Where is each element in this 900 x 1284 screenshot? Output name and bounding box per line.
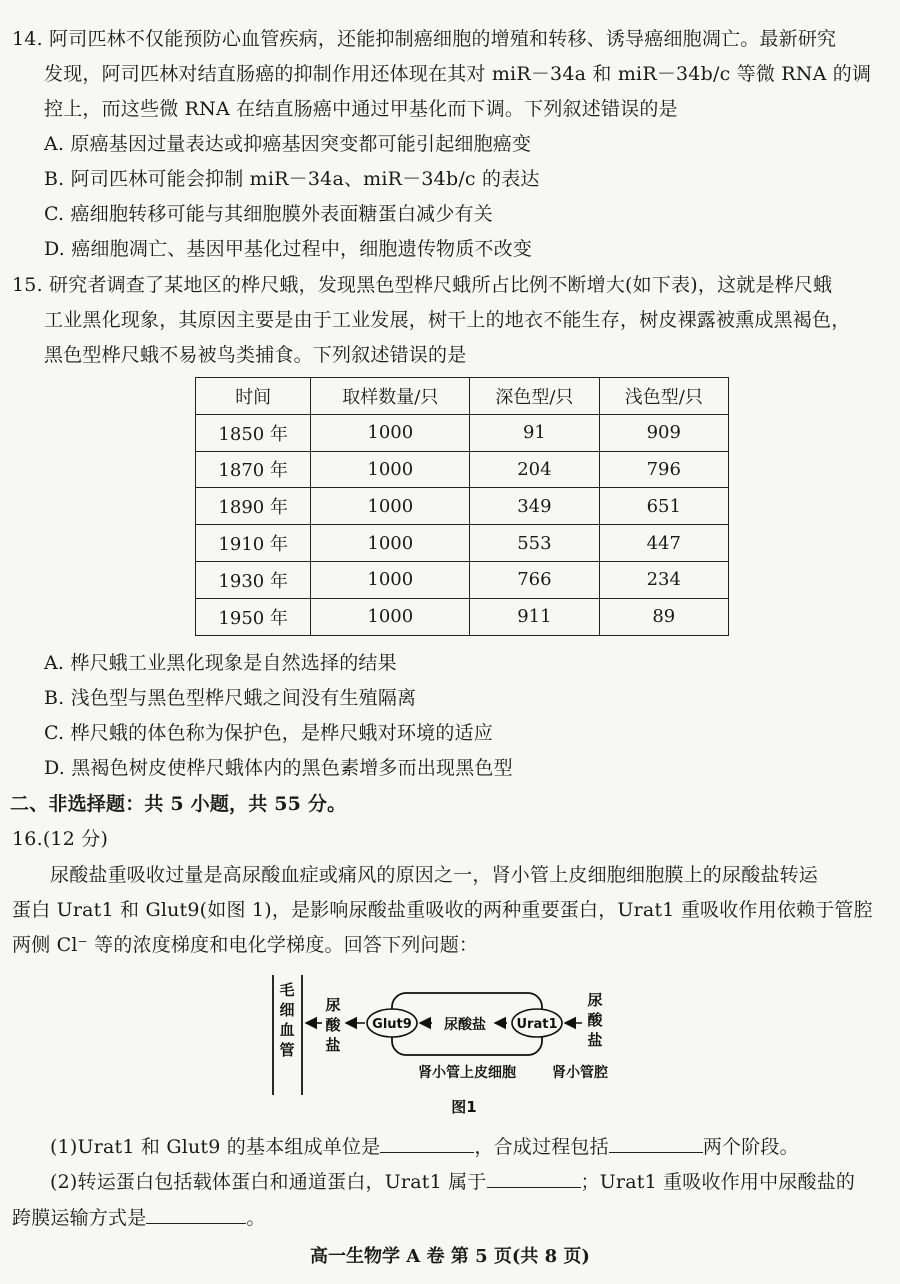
q14-stem-line-1: 14. 阿司匹林不仅能预防心血管疾病，还能抑制癌细胞的增殖和转移、诱导癌细胞凋亡。最新研究 (12, 28, 837, 50)
table-cell: 204 (470, 451, 599, 488)
q14-option-d: D. 癌细胞凋亡、基因甲基化过程中，细胞遗传物质不改变 (44, 238, 533, 260)
page-footer: 高一生物学 A 卷 第 5 页(共 8 页) (310, 1246, 590, 1267)
table-cell: 911 (470, 598, 599, 635)
urate-right-char: 酸 (587, 1011, 603, 1029)
table-cell: 234 (599, 561, 728, 598)
table-cell: 1870 年 (196, 451, 311, 488)
section-heading: 二、非选择题：共 5 小题，共 55 分。 (10, 793, 347, 815)
q16-sub1-text-c: 两个阶段。 (702, 1136, 799, 1158)
answer-blank-3[interactable] (487, 1167, 581, 1188)
capillary-label-char: 毛 (279, 981, 295, 999)
table-cell: 1910 年 (196, 525, 311, 562)
figure-caption: 图1 (451, 1098, 477, 1115)
table-cell: 447 (599, 525, 728, 562)
q16-sub1-text-b: ，合成过程包括 (474, 1136, 609, 1158)
q15-option-c: C. 桦尺蛾的体色称为保护色，是桦尺蛾对环境的适应 (44, 722, 493, 744)
glut9-label: Glut9 (372, 1017, 412, 1032)
table-cell: 1930 年 (196, 561, 311, 598)
urate-left-char: 尿 (325, 996, 341, 1014)
answer-blank-1[interactable] (380, 1132, 474, 1153)
capillary-label-char: 管 (279, 1041, 295, 1059)
q14-option-b: B. 阿司匹林可能会抑制 miR－34a、miR－34b/c 的表达 (44, 168, 540, 190)
answer-blank-2[interactable] (609, 1132, 703, 1153)
q15-option-a: A. 桦尺蛾工业黑化现象是自然选择的结果 (44, 652, 397, 674)
table-header-row (196, 378, 729, 415)
table-row (196, 598, 729, 635)
tubule-lumen-label: 肾小管腔 (552, 1065, 608, 1081)
q16-sub2-line-1 (50, 1167, 855, 1195)
table-cell: 1850 年 (196, 414, 311, 451)
q14-stem-line-2: 发现，阿司匹林对结直肠癌的抑制作用还体现在其对 miR－34a 和 miR－34b/c 等微 RNA 的调 (44, 63, 872, 85)
q14-stem-line-3: 控上，而这些微 RNA 在结直肠癌中通过甲基化而下调。下列叙述错误的是 (44, 98, 678, 120)
table-header-cell: 时间 (196, 378, 311, 415)
q15-stem-line-1: 15. 研究者调查了某地区的桦尺蛾，发现黑色型桦尺蛾所占比例不断增大(如下表)，这就是桦尺蛾 (12, 274, 833, 296)
q16-stem-line-1: 尿酸盐重吸收过量是高尿酸血症或痛风的原因之一，肾小管上皮细胞细胞膜上的尿酸盐转运 (50, 864, 819, 886)
table-cell: 1000 (311, 488, 470, 525)
table-cell: 909 (599, 414, 728, 451)
table-cell: 349 (470, 488, 599, 525)
q16-sub1 (50, 1132, 799, 1160)
table-row (196, 525, 729, 562)
q16-sub2-text-line2: 跨膜运输方式是 (12, 1207, 147, 1229)
answer-blank-4[interactable] (146, 1203, 246, 1224)
q14-option-a: A. 原癌基因过量表达或抑癌基因突变都可能引起细胞癌变 (44, 133, 532, 155)
q16-header: 16.(12 分) (12, 828, 109, 850)
epithelial-cell-label: 肾小管上皮细胞 (418, 1065, 516, 1081)
table-row (196, 451, 729, 488)
q16-sub2-text-b: ；Urat1 重吸收作用中尿酸盐的 (580, 1171, 856, 1193)
table-cell: 1000 (311, 414, 470, 451)
urat1-label: Urat1 (516, 1017, 558, 1032)
q16-sub2-text-end: 。 (246, 1207, 266, 1229)
table-row (196, 561, 729, 598)
q15-stem-line-2: 工业黑化现象，其原因主要是由于工业发展，树干上的地衣不能生存，树皮裸露被熏成黑褐色， (44, 309, 851, 331)
table-cell: 1000 (311, 598, 470, 635)
q16-stem-line-3: 两侧 Cl⁻ 等的浓度梯度和电化学梯度。回答下列问题： (12, 934, 479, 956)
q16-stem-line-2: 蛋白 Urat1 和 Glut9(如图 1)，是影响尿酸盐重吸收的两种重要蛋白，Urat1 重吸收作用依赖于管腔 (12, 899, 873, 921)
urate-transport-diagram (262, 975, 642, 1115)
table-cell: 1000 (311, 525, 470, 562)
q15-option-d: D. 黑褐色树皮使桦尺蛾体内的黑色素增多而出现黑色型 (44, 757, 513, 779)
table-cell: 1000 (311, 451, 470, 488)
q16-sub1-text-a: (1)Urat1 和 Glut9 的基本组成单位是 (50, 1136, 381, 1158)
table-header-cell: 浅色型/只 (599, 378, 728, 415)
urate-left-char: 盐 (325, 1036, 341, 1054)
urate-right-char: 盐 (587, 1031, 603, 1049)
capillary-label-char: 细 (279, 1001, 295, 1019)
table-cell: 796 (599, 451, 728, 488)
q16-sub2-line-2 (12, 1203, 266, 1231)
urate-right-char: 尿 (587, 991, 603, 1009)
q16-sub2-text-a: (2)转运蛋白包括载体蛋白和通道蛋白，Urat1 属于 (50, 1171, 487, 1193)
table-header-cell: 取样数量/只 (311, 378, 470, 415)
table-cell: 89 (599, 598, 728, 635)
table-cell: 553 (470, 525, 599, 562)
q14-option-c: C. 癌细胞转移可能与其细胞膜外表面糖蛋白减少有关 (44, 203, 493, 225)
q15-stem-line-3: 黑色型桦尺蛾不易被鸟类捕食。下列叙述错误的是 (44, 344, 467, 366)
moth-data-table (195, 377, 729, 636)
table-header-cell: 深色型/只 (470, 378, 599, 415)
table-cell: 1000 (311, 561, 470, 598)
urate-left-char: 酸 (325, 1016, 341, 1034)
table-cell: 91 (470, 414, 599, 451)
table-cell: 766 (470, 561, 599, 598)
capillary-label-char: 血 (279, 1021, 295, 1039)
table-row (196, 488, 729, 525)
q15-option-b: B. 浅色型与黑色型桦尺蛾之间没有生殖隔离 (44, 687, 417, 709)
table-cell: 1890 年 (196, 488, 311, 525)
urate-middle-label: 尿酸盐 (444, 1017, 486, 1033)
table-cell: 651 (599, 488, 728, 525)
table-cell: 1950 年 (196, 598, 311, 635)
table-row (196, 414, 729, 451)
